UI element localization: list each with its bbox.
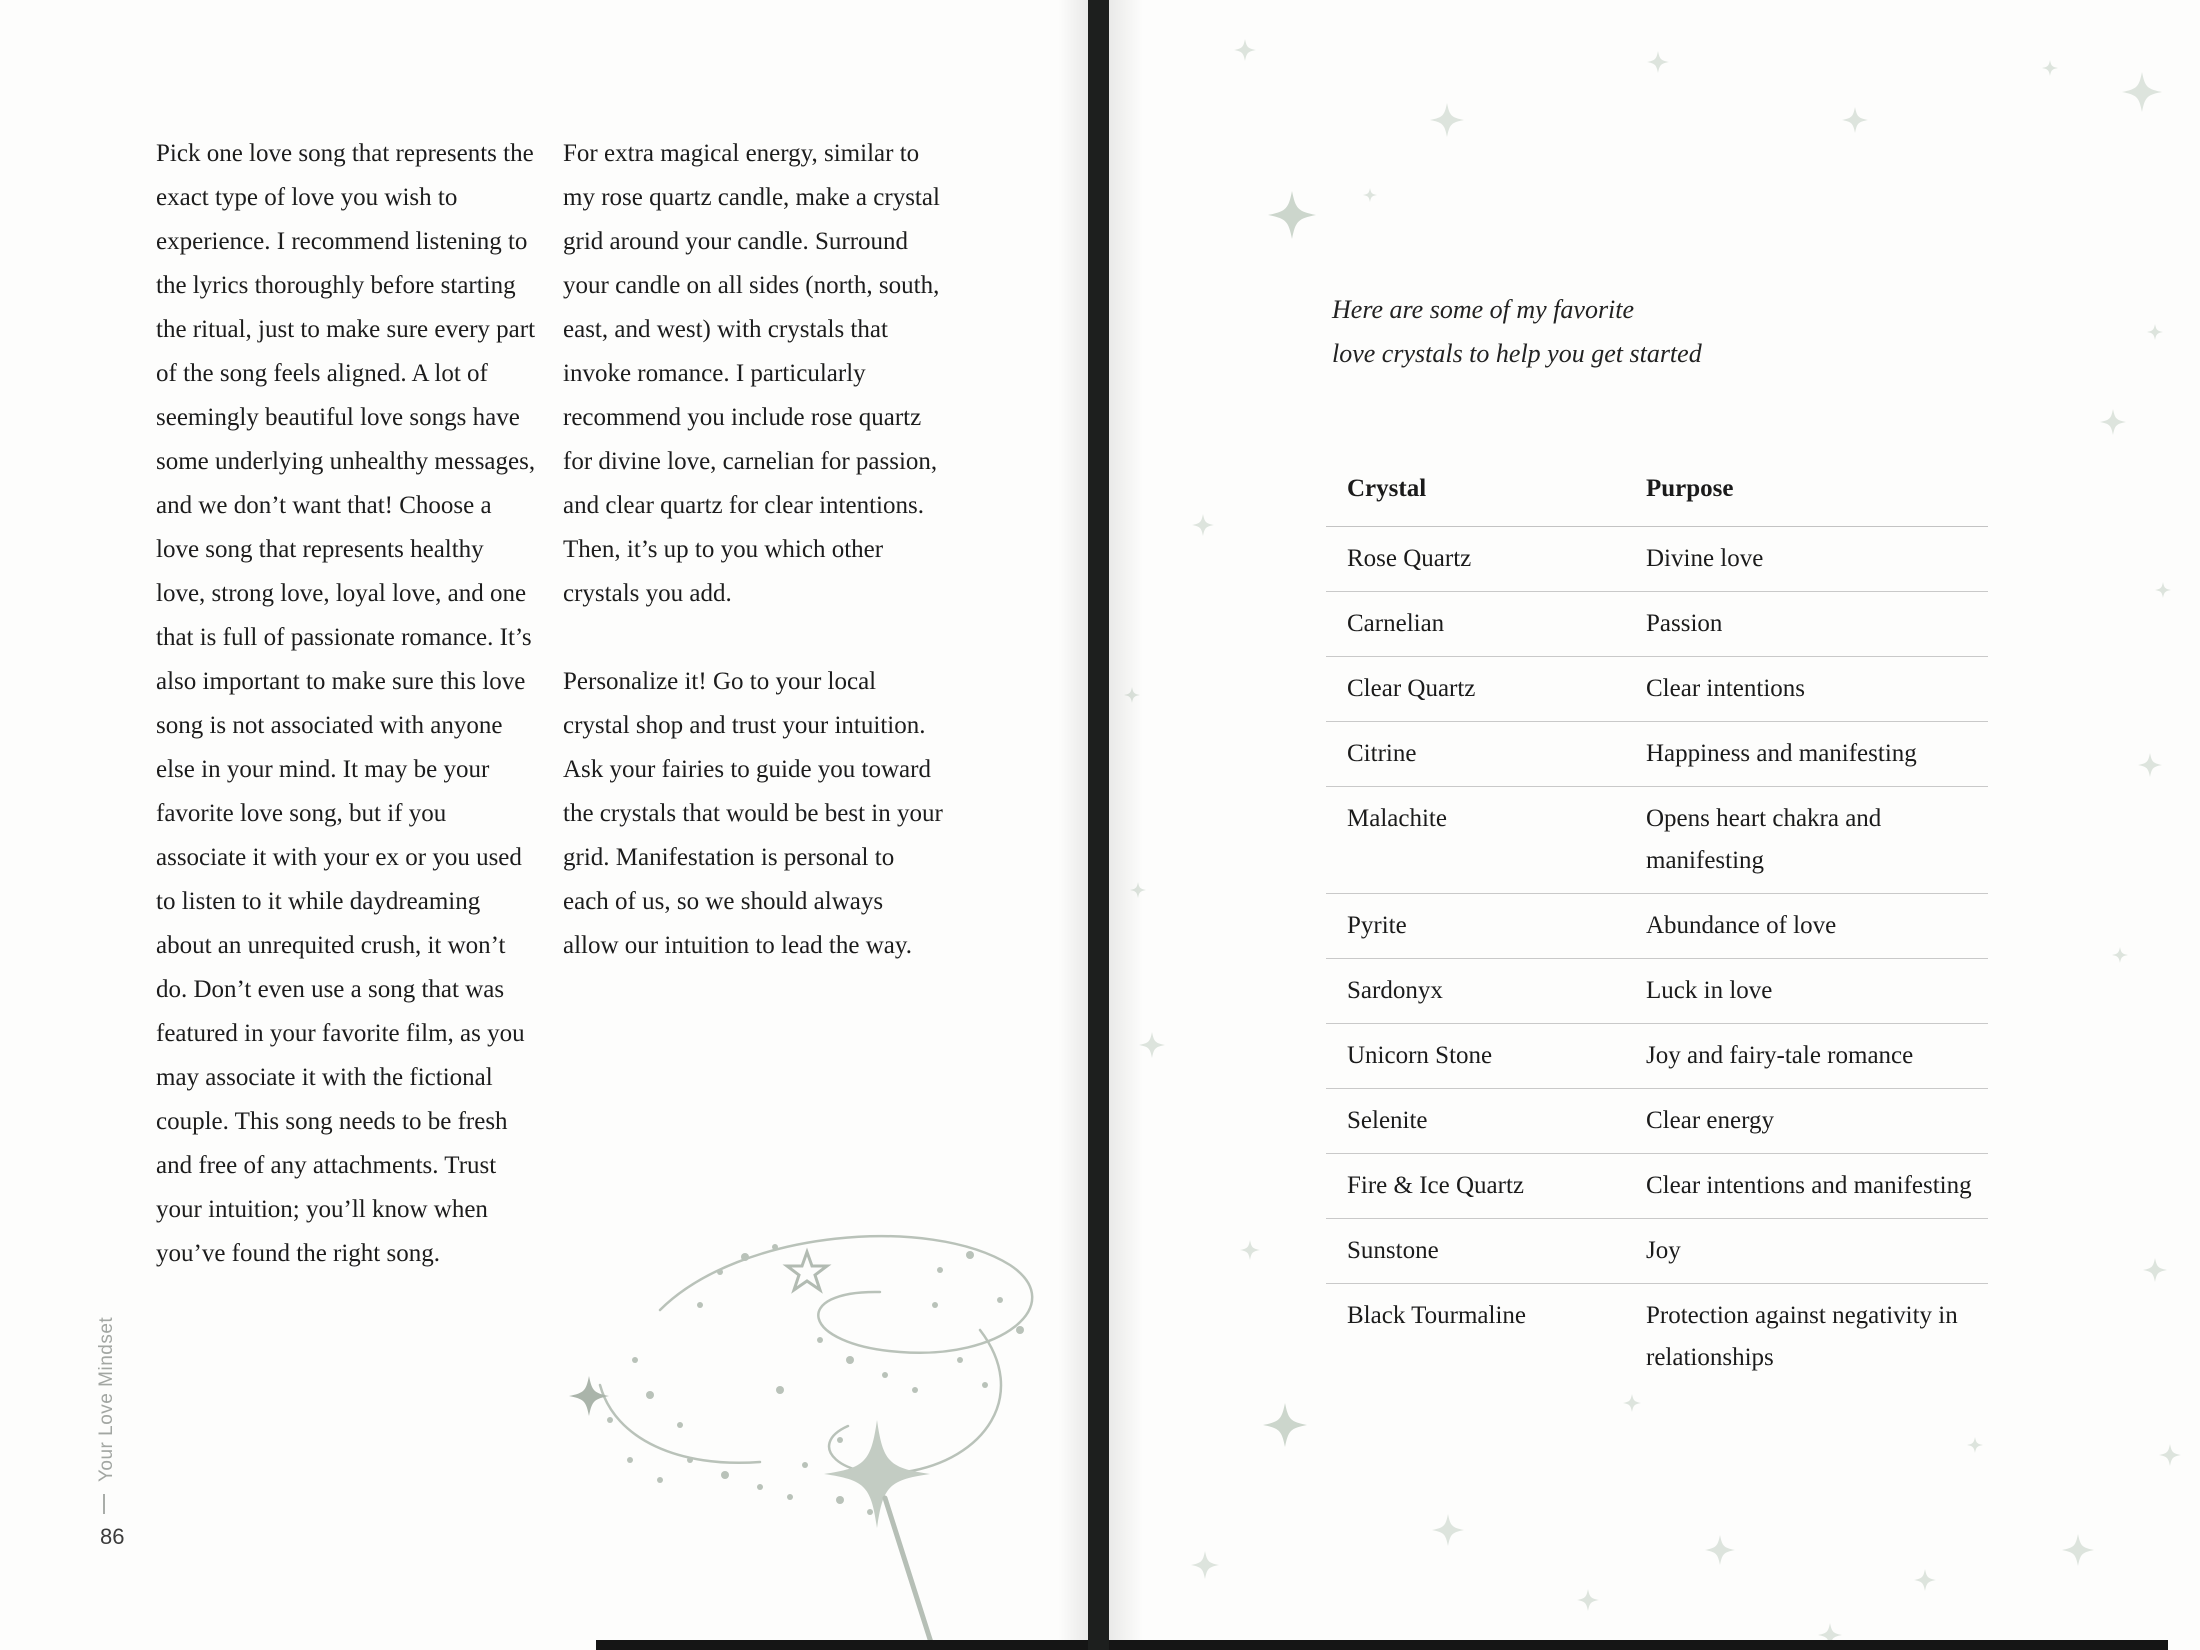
right-page bbox=[1109, 0, 2200, 1650]
crystal-name: Pyrite bbox=[1347, 912, 1407, 939]
crystal-purpose: Protection against negativity in relationships bbox=[1646, 1302, 1958, 1371]
crystal-purpose: Clear intentions and manifesting bbox=[1646, 1172, 1972, 1199]
crystal-name: Carnelian bbox=[1347, 610, 1445, 637]
gutter-shadow bbox=[1109, 0, 1143, 1650]
table-row bbox=[1326, 787, 1988, 894]
crystal-purpose: Joy and fairy-tale romance bbox=[1646, 1042, 1914, 1069]
running-footer-book-title: Your Love Mindset bbox=[96, 1316, 117, 1482]
intro-line-2: love crystals to help you get started bbox=[1332, 339, 1702, 368]
intro-line-1: Here are some of my favorite bbox=[1332, 295, 1635, 324]
crystal-purpose: Joy bbox=[1646, 1237, 1681, 1264]
table-row bbox=[1326, 1219, 1988, 1284]
crystal-purpose: Happiness and manifesting bbox=[1646, 740, 1917, 767]
table-row bbox=[1326, 657, 1988, 722]
footer-divider-tick bbox=[103, 1494, 105, 1514]
table-header-purpose: Purpose bbox=[1646, 475, 1734, 502]
table-row bbox=[1326, 1089, 1988, 1154]
table-row bbox=[1326, 1284, 1988, 1390]
crystal-purpose: Luck in love bbox=[1646, 977, 1773, 1004]
crystal-purpose: Clear intentions bbox=[1646, 675, 1805, 702]
table-header-crystal: Crystal bbox=[1347, 475, 1427, 502]
body-paragraph: Pick one love song that represents the exact type of love you wish to experience. I recommend listening to the lyrics thoroughly before starting the ritual, just to make sure every part of the song feels aligned. A lot of seemingly beautiful love songs have some underlying unhealthy messages, and we don’t want that! Choose a love song that represents healthy love, strong love, loyal love, and one that is full of passionate romance. It’s also important to make sure this love song is not associated with anyone else in your mind. It may be your favorite love song, but if you associate it with your ex or you used to listen to it while daydreaming about an unrequited crush, it won’t do. Don’t even use a song that was featured in your favorite film, as you may associate it with the fictional couple. This song needs to be fresh and free of any attachments. Trust your intuition; you’ll know when you’ve found the right song. bbox=[156, 140, 536, 1267]
body-paragraph: Personalize it! Go to your local crystal shop and trust your intuition. Ask your fairies to guide you toward the crystals that would be best in your grid. Manifestation is personal to each of us, so we should always allow our intuition to lead the way. bbox=[563, 668, 943, 959]
page-number: 86 bbox=[100, 1524, 125, 1549]
crystal-name: Unicorn Stone bbox=[1347, 1042, 1493, 1069]
left-page bbox=[0, 0, 1088, 1650]
crystal-purpose: Opens heart chakra and manifesting bbox=[1646, 805, 1882, 874]
crystal-name: Malachite bbox=[1347, 805, 1447, 832]
gutter-shadow bbox=[1058, 0, 1088, 1650]
crystal-name: Sunstone bbox=[1347, 1237, 1439, 1264]
crystal-purpose: Abundance of love bbox=[1646, 912, 1837, 939]
crystal-name: Black Tourmaline bbox=[1347, 1302, 1526, 1329]
table-header-row bbox=[1326, 462, 1988, 527]
table-row bbox=[1326, 592, 1988, 657]
crystal-purpose: Clear energy bbox=[1646, 1107, 1774, 1134]
crystal-name: Fire & Ice Quartz bbox=[1347, 1172, 1525, 1199]
left-text-column-2 bbox=[563, 132, 943, 968]
crystal-name: Citrine bbox=[1347, 740, 1417, 767]
bottom-edge-bar bbox=[596, 1640, 2168, 1650]
table-body bbox=[1326, 527, 1988, 1390]
left-text-column-1 bbox=[156, 132, 536, 1276]
body-paragraph: For extra magical energy, similar to my rose quartz candle, make a crystal grid around your candle. Surround your candle on all sides (north, south, east, and west) with crystals that invoke romance. I particularly recommend you include rose quartz for divine love, carnelian for passion, and clear quartz for clear intentions. Then, it’s up to you which other crystals you add. bbox=[563, 140, 940, 607]
crystal-purpose: Divine love bbox=[1646, 545, 1764, 572]
crystal-name: Sardonyx bbox=[1347, 977, 1443, 1004]
table-row bbox=[1326, 894, 1988, 959]
table-intro-caption bbox=[1332, 288, 1702, 376]
crystal-table bbox=[1326, 462, 1988, 1390]
book-gutter-divider bbox=[1088, 0, 1109, 1650]
crystal-name: Selenite bbox=[1347, 1107, 1428, 1134]
table-row bbox=[1326, 722, 1988, 787]
crystal-purpose: Passion bbox=[1646, 610, 1723, 637]
table-row bbox=[1326, 1154, 1988, 1219]
crystal-name: Clear Quartz bbox=[1347, 675, 1476, 702]
crystal-name: Rose Quartz bbox=[1347, 545, 1472, 572]
table-row bbox=[1326, 1024, 1988, 1089]
table-row bbox=[1326, 527, 1988, 592]
table-row bbox=[1326, 959, 1988, 1024]
